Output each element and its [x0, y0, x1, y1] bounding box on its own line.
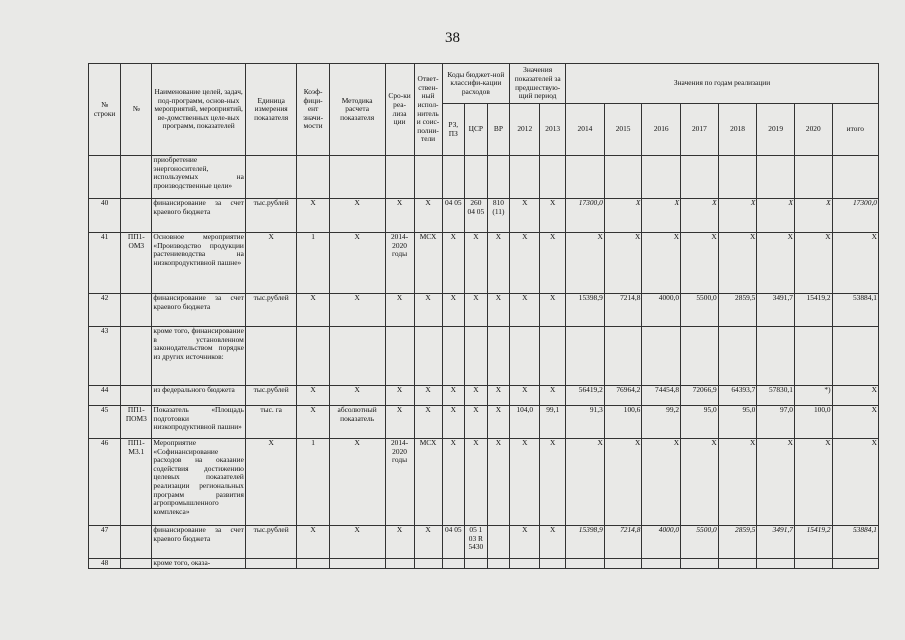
cell-v2015: Х: [604, 439, 642, 526]
cell-v2018: 95,0: [718, 406, 757, 439]
program-indicators-table: [88, 63, 879, 569]
cell-method: Х: [329, 233, 385, 294]
cell-csr: Х: [465, 406, 488, 439]
table-row: [89, 233, 879, 294]
cell-coef: Х: [297, 199, 329, 233]
cell-vr: [487, 156, 510, 199]
cell-terms: [385, 559, 414, 569]
cell-code: [121, 526, 152, 559]
cell-n: 46: [89, 439, 121, 526]
cell-v2017: 72066,9: [681, 386, 719, 406]
header-2014: 2014: [566, 104, 605, 156]
cell-v2019: [757, 559, 795, 569]
table-row: [89, 327, 879, 386]
cell-p2013: 99,1: [540, 406, 566, 439]
cell-v2020: [794, 156, 832, 199]
cell-vr: Х: [487, 439, 510, 526]
cell-method: Х: [329, 526, 385, 559]
cell-v2014: [566, 327, 605, 386]
cell-coef: [297, 559, 329, 569]
cell-total: 53884,1: [832, 526, 878, 559]
cell-v2019: Х: [757, 233, 795, 294]
cell-p2013: Х: [540, 526, 566, 559]
cell-csr: [465, 327, 488, 386]
cell-v2017: 95,0: [681, 406, 719, 439]
cell-p2013: [540, 559, 566, 569]
cell-p2012: [510, 327, 540, 386]
header-2019: 2019: [757, 104, 795, 156]
header-2015: 2015: [604, 104, 642, 156]
cell-resp: [414, 559, 442, 569]
cell-v2020: Х: [794, 439, 832, 526]
header-total: итого: [832, 104, 878, 156]
cell-method: Х: [329, 294, 385, 327]
cell-n: 44: [89, 386, 121, 406]
cell-v2016: [642, 327, 681, 386]
cell-terms: [385, 156, 414, 199]
cell-terms: 2014-2020 годы: [385, 233, 414, 294]
cell-name: кроме того, финансирование в установленном законодательством порядке из других источников:: [152, 327, 245, 386]
cell-unit: [245, 327, 297, 386]
cell-total: 53884,1: [832, 294, 878, 327]
cell-p2013: Х: [540, 199, 566, 233]
cell-v2015: 7214,8: [604, 294, 642, 327]
cell-vr: [487, 327, 510, 386]
cell-unit: тыс.рублей: [245, 199, 297, 233]
header-coefficient: Коэф-фици-ент значи-мости: [297, 64, 329, 156]
cell-v2020: [794, 327, 832, 386]
cell-rz: Х: [442, 233, 465, 294]
cell-v2017: 5500,0: [681, 294, 719, 327]
cell-method: [329, 156, 385, 199]
cell-p2013: [540, 327, 566, 386]
cell-terms: Х: [385, 526, 414, 559]
cell-unit: Х: [245, 439, 297, 526]
cell-v2015: 7214,8: [604, 526, 642, 559]
cell-rz: Х: [442, 386, 465, 406]
cell-v2017: 5500,0: [681, 526, 719, 559]
cell-v2017: [681, 156, 719, 199]
cell-v2020: 15419,2: [794, 294, 832, 327]
cell-code: ПП1-М3.1: [121, 439, 152, 526]
cell-v2018: Х: [718, 439, 757, 526]
cell-method: абсолютный показатель: [329, 406, 385, 439]
cell-coef: Х: [297, 386, 329, 406]
cell-name: Мероприятие «Софинансирование расходов на оказание содействия достижению целевых показателей реализации региональных программ развития агропромышленного комплекса»: [152, 439, 245, 526]
cell-terms: Х: [385, 386, 414, 406]
cell-v2018: 64393,7: [718, 386, 757, 406]
cell-vr: [487, 526, 510, 559]
cell-total: [832, 327, 878, 386]
cell-csr: [465, 156, 488, 199]
cell-p2013: Х: [540, 233, 566, 294]
cell-method: Х: [329, 386, 385, 406]
cell-v2015: [604, 327, 642, 386]
cell-v2015: Х: [604, 199, 642, 233]
cell-rz: Х: [442, 406, 465, 439]
cell-v2014: 15398,9: [566, 526, 605, 559]
cell-v2018: [718, 559, 757, 569]
cell-v2020: [794, 559, 832, 569]
cell-p2012: Х: [510, 439, 540, 526]
header-2020: 2020: [794, 104, 832, 156]
cell-p2013: [540, 156, 566, 199]
cell-coef: 1: [297, 439, 329, 526]
cell-resp: Х: [414, 199, 442, 233]
cell-v2014: 91,3: [566, 406, 605, 439]
cell-method: Х: [329, 199, 385, 233]
cell-v2015: [604, 559, 642, 569]
cell-v2019: 3491,7: [757, 294, 795, 327]
cell-vr: Х: [487, 386, 510, 406]
table-row: [89, 559, 879, 569]
cell-name: финансирование за счет краевого бюджета: [152, 294, 245, 327]
cell-v2017: [681, 559, 719, 569]
header-responsible: Ответ-ствен-ный испол-нитель и соис-полни-тели: [414, 64, 442, 156]
cell-csr: Х: [465, 294, 488, 327]
cell-csr: Х: [465, 439, 488, 526]
cell-v2016: 74454,8: [642, 386, 681, 406]
cell-p2012: Х: [510, 294, 540, 327]
cell-total: [832, 559, 878, 569]
cell-unit: тыс.рублей: [245, 294, 297, 327]
header-number: №: [121, 64, 152, 156]
cell-p2013: Х: [540, 294, 566, 327]
cell-v2019: [757, 327, 795, 386]
header-method: Методика расчета показателя: [329, 64, 385, 156]
cell-v2016: 4000,0: [642, 294, 681, 327]
cell-vr: [487, 559, 510, 569]
cell-method: Х: [329, 439, 385, 526]
cell-p2012: Х: [510, 386, 540, 406]
cell-p2012: Х: [510, 233, 540, 294]
cell-v2014: Х: [566, 439, 605, 526]
cell-v2016: [642, 559, 681, 569]
cell-terms: Х: [385, 406, 414, 439]
cell-coef: [297, 327, 329, 386]
cell-total: Х: [832, 386, 878, 406]
cell-p2012: Х: [510, 199, 540, 233]
cell-terms: [385, 327, 414, 386]
cell-v2018: [718, 156, 757, 199]
cell-method: [329, 327, 385, 386]
cell-total: [832, 156, 878, 199]
cell-vr: 810 (11): [487, 199, 510, 233]
cell-csr: Х: [465, 386, 488, 406]
cell-p2012: [510, 559, 540, 569]
cell-method: [329, 559, 385, 569]
cell-resp: Х: [414, 386, 442, 406]
cell-v2020: Х: [794, 233, 832, 294]
cell-v2014: Х: [566, 233, 605, 294]
header-name: Наименование целей, задач, под-программ, основ-ных мероприятий, мероприятий, ве-домственных целе-вых программ, показателей: [152, 64, 245, 156]
cell-v2017: [681, 327, 719, 386]
cell-p2012: 104,0: [510, 406, 540, 439]
cell-v2020: 15419,2: [794, 526, 832, 559]
cell-v2015: [604, 156, 642, 199]
cell-unit: тыс. га: [245, 406, 297, 439]
cell-unit: Х: [245, 233, 297, 294]
cell-total: Х: [832, 406, 878, 439]
cell-v2019: [757, 156, 795, 199]
table-row: [89, 294, 879, 327]
cell-resp: МСХ: [414, 233, 442, 294]
cell-resp: [414, 327, 442, 386]
cell-n: 43: [89, 327, 121, 386]
cell-code: [121, 156, 152, 199]
cell-rz: 04 05: [442, 526, 465, 559]
cell-v2015: Х: [604, 233, 642, 294]
cell-v2014: [566, 156, 605, 199]
cell-total: Х: [832, 439, 878, 526]
cell-rz: [442, 327, 465, 386]
cell-v2018: Х: [718, 233, 757, 294]
cell-terms: 2014-2020 годы: [385, 439, 414, 526]
cell-name: Основное мероприятие «Производство продукции растениеводства на низкопродуктивной пашне»: [152, 233, 245, 294]
cell-v2017: Х: [681, 233, 719, 294]
cell-v2015: 100,6: [604, 406, 642, 439]
header-2013: 2013: [540, 104, 566, 156]
header-2017: 2017: [681, 104, 719, 156]
cell-vr: Х: [487, 406, 510, 439]
cell-n: [89, 156, 121, 199]
cell-n: 45: [89, 406, 121, 439]
cell-n: 42: [89, 294, 121, 327]
cell-coef: 1: [297, 233, 329, 294]
cell-csr: [465, 559, 488, 569]
cell-resp: [414, 156, 442, 199]
cell-name: приобретение энергоносителей, используемых на производственные цели»: [152, 156, 245, 199]
header-csr: ЦСР: [465, 104, 488, 156]
cell-v2018: [718, 327, 757, 386]
cell-terms: Х: [385, 294, 414, 327]
cell-coef: [297, 156, 329, 199]
table-row: [89, 439, 879, 526]
header-row-number: № строки: [89, 64, 121, 156]
cell-v2014: 17300,0: [566, 199, 605, 233]
cell-v2014: 15398,9: [566, 294, 605, 327]
cell-v2020: 100,0: [794, 406, 832, 439]
cell-v2019: Х: [757, 199, 795, 233]
cell-name: Показатель «Площадь подготовки низкопродуктивной пашни»: [152, 406, 245, 439]
cell-resp: МСХ: [414, 439, 442, 526]
cell-v2020: *): [794, 386, 832, 406]
cell-code: [121, 386, 152, 406]
cell-code: [121, 327, 152, 386]
cell-v2018: Х: [718, 199, 757, 233]
cell-csr: 05 1 03 R 5430: [465, 526, 488, 559]
cell-v2019: 97,0: [757, 406, 795, 439]
page-number: 38: [445, 30, 460, 46]
cell-resp: Х: [414, 294, 442, 327]
header-previous-period: Значения показателей за предшествую-щий период: [510, 64, 566, 104]
cell-name: кроме того, оказа-: [152, 559, 245, 569]
cell-v2016: Х: [642, 199, 681, 233]
cell-code: [121, 199, 152, 233]
cell-n: 47: [89, 526, 121, 559]
cell-resp: Х: [414, 526, 442, 559]
cell-v2016: 4000,0: [642, 526, 681, 559]
header-unit: Единица измерения показателя: [245, 64, 297, 156]
cell-p2012: [510, 156, 540, 199]
cell-n: 40: [89, 199, 121, 233]
cell-name: из федерального бюджета: [152, 386, 245, 406]
cell-rz: 04 05: [442, 199, 465, 233]
table-row: [89, 526, 879, 559]
cell-v2018: 2859,5: [718, 294, 757, 327]
cell-coef: Х: [297, 406, 329, 439]
table-row: [89, 386, 879, 406]
cell-v2014: 56419,2: [566, 386, 605, 406]
cell-unit: тыс.рублей: [245, 386, 297, 406]
header-budget-codes: Коды бюджет-ной классифи-кации расходов: [442, 64, 510, 104]
cell-unit: [245, 156, 297, 199]
cell-v2016: Х: [642, 233, 681, 294]
cell-code: [121, 559, 152, 569]
cell-total: Х: [832, 233, 878, 294]
cell-rz: Х: [442, 294, 465, 327]
cell-p2013: Х: [540, 439, 566, 526]
cell-resp: Х: [414, 406, 442, 439]
table-row: [89, 156, 879, 199]
cell-v2016: Х: [642, 439, 681, 526]
cell-name: финансирование за счет краевого бюджета: [152, 526, 245, 559]
cell-rz: Х: [442, 439, 465, 526]
header-2012: 2012: [510, 104, 540, 156]
header-terms: Сро-ки реа-лиза ции: [385, 64, 414, 156]
cell-p2013: Х: [540, 386, 566, 406]
cell-code: [121, 294, 152, 327]
cell-coef: Х: [297, 294, 329, 327]
cell-v2020: Х: [794, 199, 832, 233]
cell-vr: Х: [487, 294, 510, 327]
cell-unit: [245, 559, 297, 569]
cell-v2018: 2859,5: [718, 526, 757, 559]
header-2016: 2016: [642, 104, 681, 156]
cell-p2012: Х: [510, 526, 540, 559]
cell-rz: [442, 559, 465, 569]
table-row: [89, 199, 879, 233]
cell-coef: Х: [297, 526, 329, 559]
cell-csr: Х: [465, 233, 488, 294]
cell-v2015: 76964,2: [604, 386, 642, 406]
cell-name: финансирование за счет краевого бюджета: [152, 199, 245, 233]
cell-v2017: Х: [681, 199, 719, 233]
cell-total: 17300,0: [832, 199, 878, 233]
cell-v2019: 57830,1: [757, 386, 795, 406]
cell-terms: Х: [385, 199, 414, 233]
header-years: Значения по годам реализации: [566, 64, 879, 104]
cell-v2016: [642, 156, 681, 199]
cell-n: 41: [89, 233, 121, 294]
cell-code: ПП1-ОМ3: [121, 233, 152, 294]
header-vr: ВР: [487, 104, 510, 156]
table-row: [89, 406, 879, 439]
cell-code: ПП1-ПОМ3: [121, 406, 152, 439]
cell-v2016: 99,2: [642, 406, 681, 439]
cell-rz: [442, 156, 465, 199]
cell-v2019: Х: [757, 439, 795, 526]
cell-unit: тыс.рублей: [245, 526, 297, 559]
cell-v2019: 3491,7: [757, 526, 795, 559]
cell-v2017: Х: [681, 439, 719, 526]
cell-vr: Х: [487, 233, 510, 294]
cell-v2014: [566, 559, 605, 569]
cell-csr: 260 04 05: [465, 199, 488, 233]
cell-n: 48: [89, 559, 121, 569]
header-rz: РЗ, ПЗ: [442, 104, 465, 156]
header-2018: 2018: [718, 104, 757, 156]
